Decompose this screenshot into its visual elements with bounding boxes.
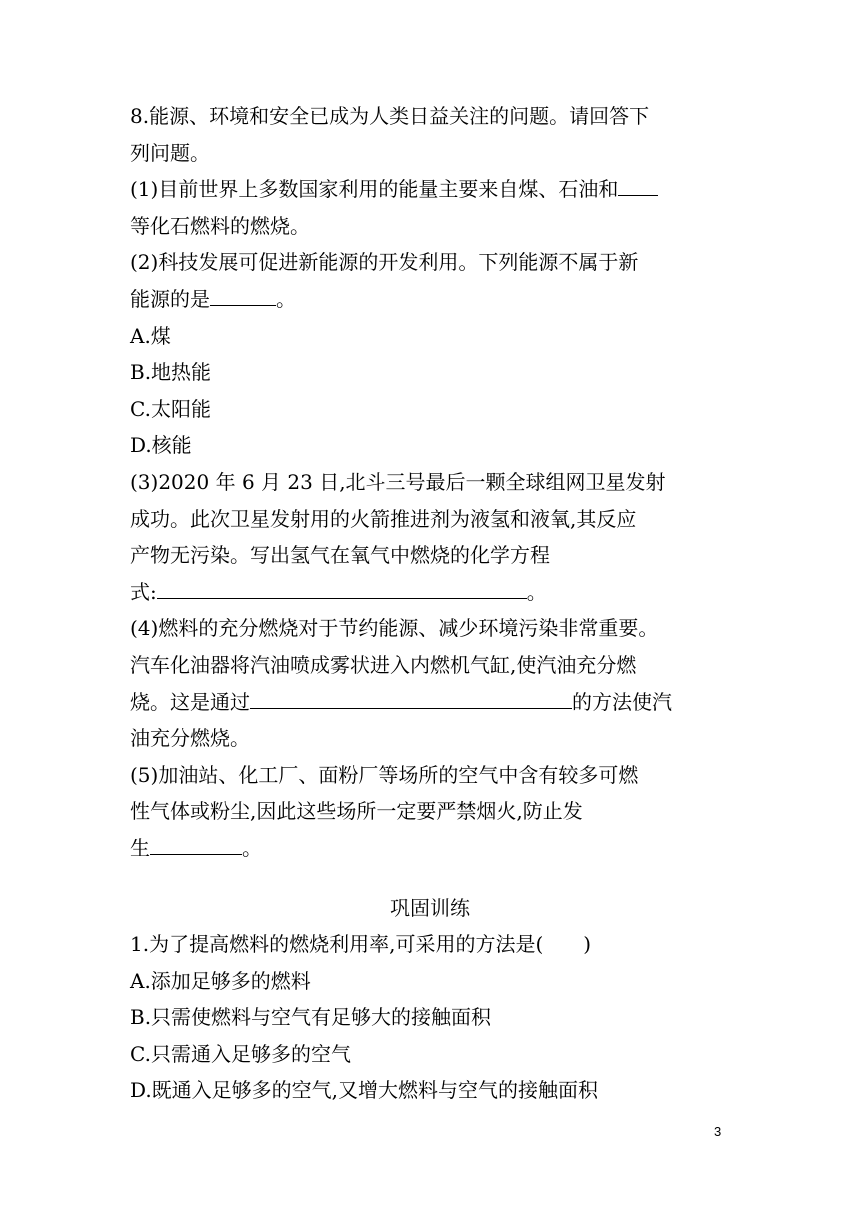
q8-part2-text: 能源的是 [130,286,210,311]
q8-part4-text: 烧。这是通过 [130,689,250,714]
q1-option-b: B.只需使燃料与空气有足够大的接触面积 [130,1005,492,1030]
q8-part4-line1: (4)燃料的充分燃烧对于节约能源、减少环境污染非常重要。 [130,616,659,641]
page-number: 3 [714,1124,722,1139]
q8-part1-text: (1)目前世界上多数国家利用的能量主要来自煤、石油和 [130,177,619,202]
q8-part3-end: 。 [526,579,547,604]
q8-part3-line4 [130,574,730,611]
q8-part3-line2: 成功。此次卫星发射用的火箭推进剂为液氢和液氧,其反应 [130,506,637,531]
answer-blank-2 [210,283,276,306]
q8-part5-end: 。 [242,835,262,860]
q8-part3-text: 式: [130,579,157,604]
q8-option-d: D.核能 [130,433,192,458]
answer-blank-5 [150,832,242,855]
answer-blank-1 [618,173,658,196]
q1-option-a: A.添加足够多的燃料 [130,968,311,993]
question-1 [130,926,730,1109]
question-8 [130,98,730,866]
answer-blank-3 [157,576,527,599]
q8-part2-end: 。 [276,286,296,311]
q8-part5-line2: 性气体或粉尘,因此这些场所一定要严禁烟火,防止发 [130,799,583,824]
q8-part5-line1: (5)加油站、化工厂、面粉厂等场所的空气中含有较多可燃 [130,762,639,787]
q1-option-d: D.既通入足够多的空气,又增大燃料与空气的接触面积 [130,1078,599,1103]
q8-part1-line1 [130,171,730,208]
q1-stem: 1.为了提高燃料的燃烧利用率,可采用的方法是( ) [130,932,592,956]
q8-part4-line4: 油充分燃烧。 [130,726,250,751]
section-title: 巩固训练 [390,896,470,920]
q8-part1-line2: 等化石燃料的燃烧。 [130,213,310,238]
q8-stem-line1: 8.能源、环境和安全已成为人类日益关注的问题。请回答下 [130,104,650,128]
q8-part3-line1: (3)2020 年 6 月 23 日,北斗三号最后一颗全球组网卫星发射 [130,469,666,494]
q8-option-c: C.太阳能 [130,396,211,421]
q8-part2-line2 [130,281,730,318]
q8-option-a: A.煤 [130,323,171,348]
q8-part5-line3 [130,830,730,867]
q8-part3-line3: 产物无污染。写出氢气在氧气中燃烧的化学方程 [130,543,550,568]
q8-part4-end: 的方法使汽 [572,689,672,714]
q8-part4-line3 [130,684,730,721]
q1-option-c: C.只需通入足够多的空气 [130,1041,351,1066]
q8-part2-line1: (2)科技发展可促进新能源的开发利用。下列能源不属于新 [130,250,639,275]
q8-stem-line2: 列问题。 [130,140,210,165]
q8-part5-text: 生 [130,835,150,860]
q8-part4-line2: 汽车化油器将汽油喷成雾状进入内燃机气缸,使汽油充分燃 [130,652,637,677]
q8-option-b: B.地热能 [130,360,212,385]
answer-blank-4 [250,686,572,709]
